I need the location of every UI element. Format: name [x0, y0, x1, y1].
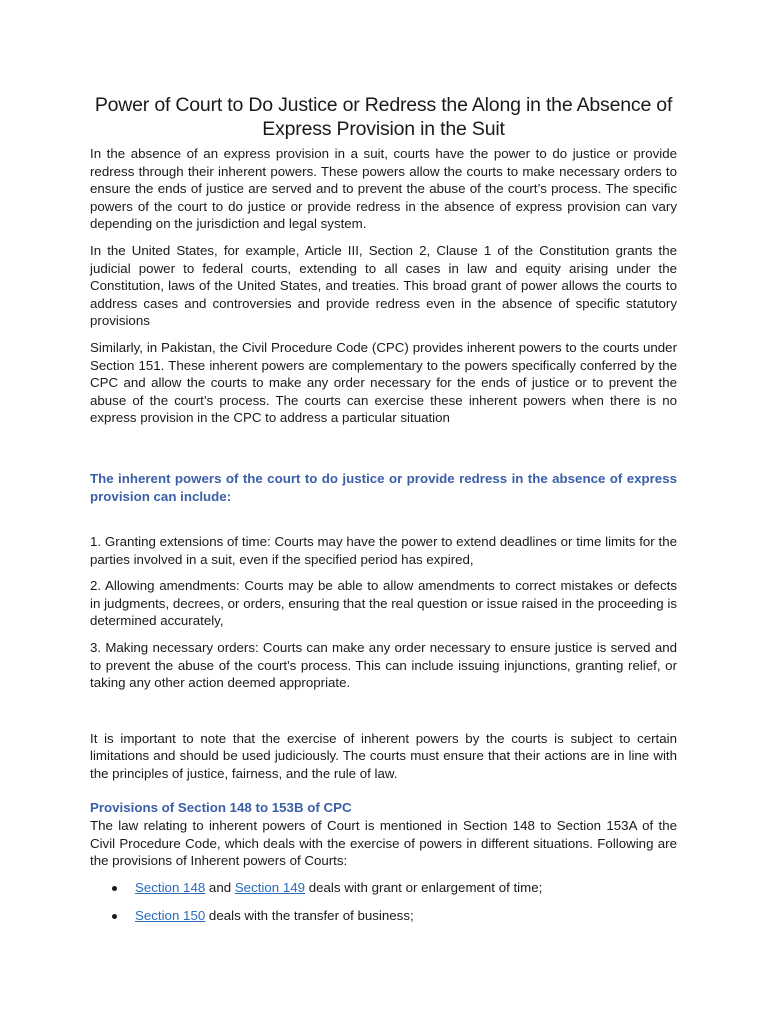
numbered-item-1: 1. Granting extensions of time: Courts may have the power to extend deadlines or time limits for the parties involved in a suit, even if the specified period has expired, [90, 534, 677, 567]
section-150-link[interactable]: Section 150 [135, 907, 206, 923]
document-page [90, 93, 677, 934]
intro-paragraph: In the absence of an express provision in a suit, courts have the power to do justice or provide redress through their inherent powers. These powers allow the courts to make necessary orders to ensure the ends of justice are served and to prevent the abuse of the court’s process. The specific powers of the court to do justice or provide redress in the absence of express provision can vary depending on the jurisdiction and legal system. [90, 146, 677, 232]
inherent-powers-heading: The inherent powers of the court to do justice or provide redress in the absence of express provision can include: [90, 470, 677, 504]
list-item-text: and [205, 880, 235, 895]
section-148-link[interactable]: Section 148 [135, 880, 206, 895]
section-149-link[interactable]: Section 149 [234, 880, 306, 895]
list-item-text: deals with grant or enlargement of time; [305, 880, 543, 895]
list-item [90, 879, 677, 897]
provisions-list [90, 879, 677, 924]
provisions-paragraph: The law relating to inherent powers of Court is mentioned in Section 148 to Section 153A of the Civil Procedure Code, which deals with the exercise of powers in different situations. Following are the provisions of Inherent powers of Courts: [90, 818, 677, 869]
list-item [90, 907, 677, 925]
note-paragraph: It is important to note that the exercise of inherent powers by the courts is subject to certain limitations and should be used judiciously. The courts must ensure that their actions are in line with the principles of justice, fairness, and the rule of law. [90, 730, 677, 782]
numbered-item-3: 3. Making necessary orders: Courts can make any order necessary to ensure justice is served and to prevent the abuse of the court's process. This can include issuing injunctions, granting relief, or taking any other action deemed appropriate. [90, 640, 677, 691]
list-item-text: deals with the transfer of business; [205, 907, 414, 923]
numbered-item-2: 2. Allowing amendments: Courts may be able to allow amendments to correct mistakes or defects in judgments, decrees, or orders, ensuring that the real question or issue raised in the proceeding is determined accurately, [90, 578, 677, 629]
pakistan-paragraph: Similarly, in Pakistan, the Civil Procedure Code (CPC) provides inherent powers to the courts under Section 151. These inherent powers are complementary to the powers specifically conferred by the CPC and allow the courts to make any order necessary for the ends of justice or to prevent the abuse of the court’s process. The courts can exercise these inherent powers when there is no express provision in the CPC to address a particular situation [90, 339, 677, 426]
us-paragraph: In the United States, for example, Article III, Section 2, Clause 1 of the Constitution grants the judicial power to federal courts, extending to all cases in law and equity arising under the Constitution, laws of the United States, and treaties. This broad grant of power allows the courts to address cases and controversies and provide redress even in the absence of specific statutory provisions [90, 242, 677, 329]
provisions-heading: Provisions of Section 148 to 153B of CPC [90, 799, 352, 815]
bullet-icon [112, 914, 117, 919]
bullet-icon [112, 886, 117, 891]
page-title: Power of Court to Do Justice or Redress the Along in the Absence of Express Provision in the Suit [94, 94, 673, 140]
